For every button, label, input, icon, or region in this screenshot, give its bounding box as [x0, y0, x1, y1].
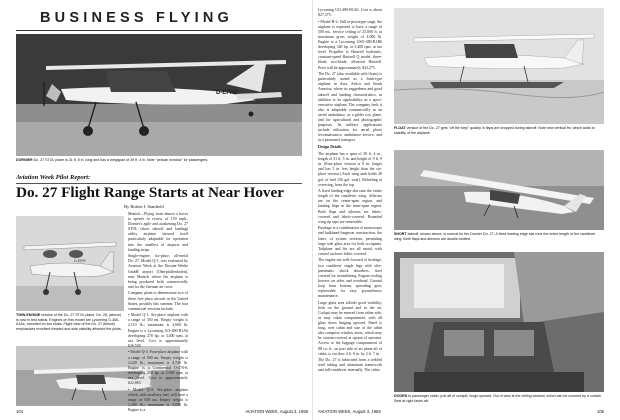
- body-paragraph: The engine sits well forward of fuselage; two cantilever single legs with oleo-pneumatic shock absorbers, steel covered for streamlining. Engine cooling louvers on sides and overhead. Ground loop from bottom, spreading gear, replaceable for easy ground/snow maintenance.: [318, 258, 382, 299]
- registration-label: D-EFAP: [216, 90, 239, 96]
- body-paragraph: The Do. 27 is fabricated from a welded steel tubing and aluminum framework and full-cantilever internally. The cabin: [318, 358, 382, 373]
- body-paragraph: Company plans to demonstrate two of these five-place aircraft in the United States, possibly this summer. The four commercial versions include:: [128, 291, 188, 311]
- cabin-doors-caption-lead: DOORS: [394, 394, 408, 398]
- top-photo: [16, 34, 302, 156]
- float-caption-text: version of the Do. 27 gets "off the step" quickly in flaps are dropped during takeoff. Note new vertical fin, which adds to stability of the airplane.: [394, 126, 595, 135]
- headline: Do. 27 Flight Range Starts at Near Hover: [16, 184, 284, 201]
- top-caption-text: Do. 27 STOL plane is 31 ft. 5 in. long and has a wingspan of 39 ft. 4 in. Note "pelican window" for passengers.: [32, 158, 209, 162]
- short-takeoff-caption-lead: SHORT: [394, 232, 407, 236]
- body-paragraph: Lycoming GO-480-B1A6. Cost is about $27,375.: [318, 8, 382, 18]
- seaplane-image: [394, 8, 604, 124]
- body-column-left: [128, 212, 188, 412]
- cabin-doors-caption: [394, 394, 604, 403]
- cabin-doors-caption-text: to passenger cabin, just aft of cockpit, hinge upward. Out of view is the ceiling window, which can be covered by a curtain. Seat at right faces aft.: [394, 394, 602, 403]
- twin-engine-caption: [16, 313, 124, 331]
- twin-engine-image: [16, 216, 124, 311]
- twin-engine-caption-text: version of the Do. 27 STOL plane, Do. 28, (above) is now in test status. Engines on this model are Lycoming O-360-A1As, mounted on low stubs. Flight view of the Do. 27 (below) emphasizes excellent forward and side visibility afforded the pilots.: [16, 313, 122, 331]
- body-paragraph: The airplane has a span of 39 ft. 4 in., length of 31 ft. 5 in. and height of 9 ft. 9 in. (Four-place version is 8 in. longer and has 5 in. less height than the six-place version.) Each wing tank holds 28 gal. of fuel (56 gal. total). Refueling at overwing, from the top.: [318, 152, 382, 187]
- takeoff-image: [394, 150, 604, 230]
- kicker: Aviation Week Pilot Report:: [16, 174, 91, 181]
- airplane-ground-image: [16, 34, 302, 156]
- short-takeoff-caption-text: takeoff, shown above, is normal for the Dornier Do. 27. A fixed leading edge slat runs the entire length of the cantilever wing. Both flaps and ailerons are double-slotted.: [394, 232, 596, 241]
- body-paragraph: A fixed landing-edge slat runs the entire length of the cantilever wing. Ailerons are on the center-span region, and landing flaps in the inner-span region. Both flaps and ailerons are fabric-covered and fabric-covered. Rounded wing tip caps are removable.: [318, 189, 382, 224]
- body-paragraph: Munich—Flying from almost a hover to speeds in excess of 150 mph., Dornier's agile and awakening Do. 27 STOL (short takeoff and landing) utility airplane showed itself particularly adaptable for operation into the smallest of airports and landing strips.: [128, 212, 188, 252]
- body-paragraph: • Model Q-4: Six-place airplane which, with auxiliary fuel, will have a range of 650 mi. Empty weight is 2,200 lb.; maximum is 4,000 lb. Engine is a: [128, 387, 188, 412]
- body-paragraph: Large glass area affords good visibility, both on the ground and in the air. Cockpit may be entered from either side, as may cabin compartment, with all glass doors hinging upward. Panel is long, over cabin and size of the cabin also comprise window areas, which may be curtain-covered at option of operator. Access to the luggage compartment of 88 cu. ft., on port side of air plane aft of cabin, is via door 4 ft. 6 in. by 2 ft. 7 in.: [318, 300, 382, 356]
- left-page-number: 104: [16, 409, 23, 414]
- cabin-interior-image: [394, 252, 604, 392]
- byline: By Robert I. Stanfield: [124, 204, 164, 209]
- float-caption: [394, 126, 604, 135]
- right-issue: AVIATION WEEK, August 3, 1959: [318, 409, 381, 414]
- body-paragraph: • Model H-2: Still in prototype stage, the airplane is expected to have a range of 500 mi., service ceiling of 25,000 ft. at maximum gross weight of 4,000 lb. Engine is a Lycoming GSO-480-B1B6 developing 340 hp. at 3,400 rpm. at sea level. Propeller is Hartzell hydraulic, constant-speed Hartzell Q model, three-blade, two-blade, all-metal Hartzell. Price will be approximately $33,275.: [318, 19, 382, 70]
- short-takeoff-photo: [394, 150, 604, 230]
- top-caption-lead: DORNIER: [16, 158, 33, 162]
- short-takeoff-caption: [394, 232, 604, 241]
- section-header: BUSINESS FLYING: [40, 10, 233, 26]
- body-paragraph: Fuselage is a combination of monocoque and bulkhead-longeron construction, the latter, of system sections, permitting large side glass area for both occupants. Tailplane and fin are all metal, with control surfaces fabric covered.: [318, 226, 382, 256]
- float-caption-lead: FLOAT: [394, 126, 406, 130]
- page-gutter: [312, 0, 313, 420]
- right-footer: [318, 409, 604, 414]
- cabin-doors-photo: [394, 252, 604, 392]
- body-paragraph: The Do. 27 (also available with floats) is particularly suited as a bush-type airplane in Asia, Africa and South America, where its ruggedness and good takeoff and landing characteristics, in addition to its applicability as a sport-executive airplane. The company feels it also is adaptable commercially as an aerial ambulance, as a glider tow plane, and for agricultural and photographic purposes. Its military applications include utilization for aerial photo reconnaissance, ambulance service, and as a personnel transport.: [318, 72, 382, 143]
- body-paragraph: Single-engine, six-place, all-metal Do. 27, Model Q-1, was evaluated by Aviation Week at the Dornier-Werke GmbH airport (Oberpfaffenhofen), near Munich where the airplane is being produced both commercially and for the German air force.: [128, 254, 188, 289]
- twin-engine-caption-lead: TWIN-ENGINE: [16, 313, 41, 317]
- header-rule: [16, 30, 302, 31]
- left-footer: [16, 409, 308, 414]
- left-issue: AVIATION WEEK, August 3, 1959: [245, 409, 308, 414]
- design-details-heading: Design Details: [318, 145, 342, 150]
- body-column-right: [318, 8, 382, 408]
- twin-engine-photo: [16, 216, 124, 311]
- top-caption: [16, 158, 302, 163]
- float-photo: [394, 8, 604, 124]
- body-paragraph: • Model Q-1: Six-place airplane with a range of 350 mi. Empty weight is 2,110 lb.; maximum is 3,600 lb. Engine is a Lycoming GO-480-B1A6 developing 270 hp. at 3,400 rpm. at sea level. Cost is approximately $26,500.: [128, 313, 188, 348]
- body-paragraph: • Model Q-3: Four-place airplane with a range of 500 mi. Empty weight is 2,220 lb.; maximum is 3,740 lb. Engine is a Continental O-470-K developing 250 hp. at 2,600 rpm. at sea level. Cost is approximately $22,865.: [128, 350, 188, 385]
- right-page-number: 105: [597, 409, 604, 414]
- twin-registration-label: D-EFIR: [74, 259, 86, 263]
